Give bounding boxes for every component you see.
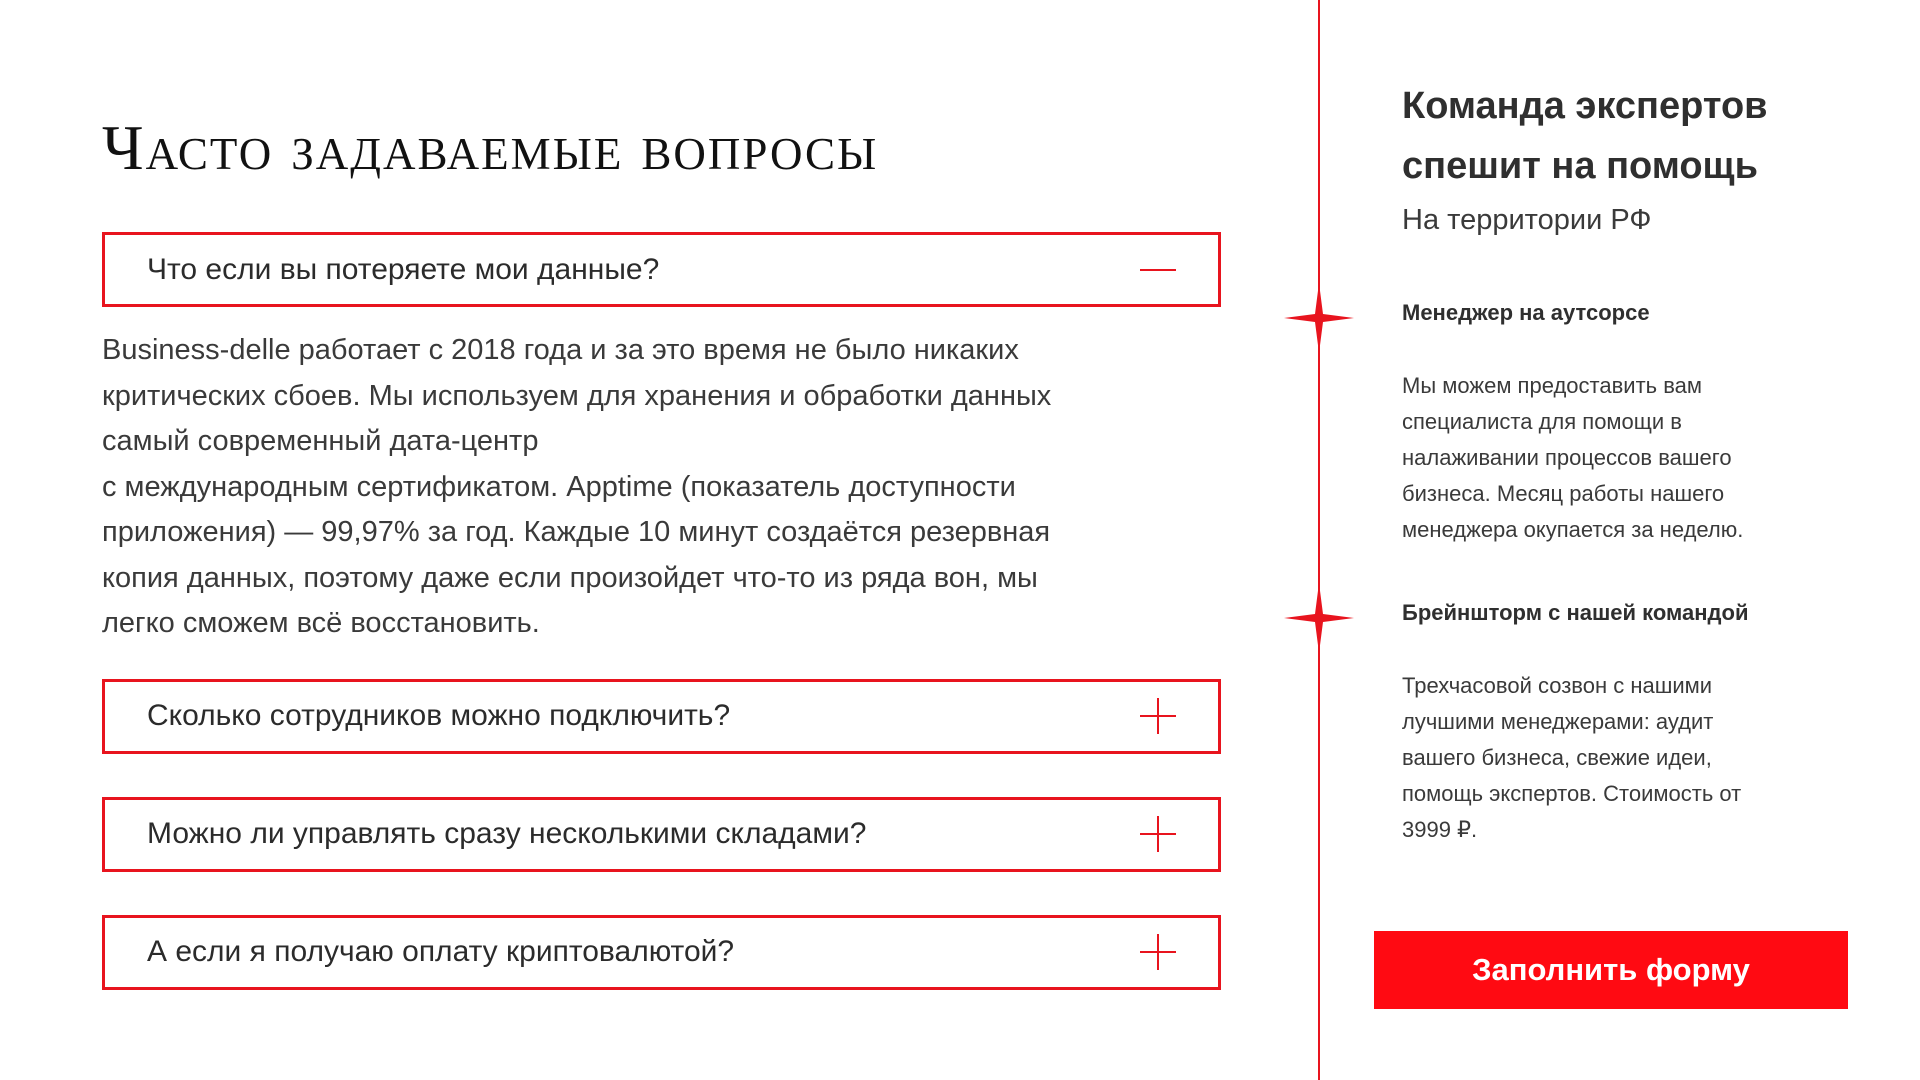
star-icon [1284, 583, 1354, 653]
service-text-line: бизнеса. Месяц работы нашего [1402, 481, 1725, 506]
answer-line: самый современный дата-центр [102, 425, 539, 457]
service-text-line: Мы можем предоставить вам [1402, 373, 1703, 398]
faq-answer [102, 307, 1221, 679]
service-text-line: Трехчасовой созвон с нашими [1402, 673, 1713, 698]
service-text-line: специалиста для помощи в [1402, 409, 1682, 434]
answer-line: копия данных, поэтому даже если произойдет что-то из ряда вон, мы [102, 561, 1038, 594]
faq-question: Что если вы потеряете мои данные? [147, 252, 660, 286]
faq-question: А если я получаю оплату криптовалютой? [147, 935, 735, 968]
faq-item-employees[interactable] [102, 679, 1221, 754]
vertical-divider [1318, 0, 1320, 1080]
service-title: Брейншторм с нашей командой [1402, 600, 1749, 625]
faq-item-data-loss[interactable] [102, 232, 1221, 307]
service-description [1402, 368, 1842, 548]
answer-line: критических сбоев. Мы используем для хранения и обработки данных [102, 379, 1052, 412]
answer-line: Business-delle работает с 2018 года и за это время не было никаких [102, 334, 1019, 366]
answer-line: с международным сертификатом. Apptime (показатель доступности [102, 470, 1016, 503]
service-text-line: налаживании процессов вашего [1402, 445, 1732, 470]
faq-item-crypto[interactable] [102, 915, 1221, 990]
plus-icon[interactable] [1138, 932, 1178, 972]
answer-line: легко сможем всё восстановить. [102, 607, 540, 639]
faq-question: Сколько сотрудников можно подключить? [147, 699, 731, 732]
fill-form-button[interactable]: Заполнить форму [1374, 931, 1848, 1009]
faq-item-warehouses[interactable] [102, 797, 1221, 872]
experts-title-line: Команда экспертов [1402, 85, 1768, 127]
faq-title: Часто задаваемые вопросы [102, 112, 879, 183]
minus-icon[interactable] [1138, 250, 1178, 290]
service-description [1402, 668, 1842, 848]
plus-icon[interactable] [1138, 814, 1178, 854]
service-text-line: лучшими менеджерами: аудит [1402, 709, 1714, 734]
faq-section [102, 96, 1222, 990]
plus-icon[interactable] [1138, 696, 1178, 736]
experts-subtitle: На территории РФ [1402, 204, 1652, 236]
experts-panel [1402, 76, 1842, 842]
experts-title [1402, 76, 1842, 196]
service-text-line: 3999 ₽. [1402, 817, 1478, 842]
service-text-line: менеджера окупается за неделю. [1402, 517, 1744, 542]
experts-title-line: спешит на помощь [1402, 145, 1758, 187]
service-text-line: помощь экспертов. Стоимость от [1402, 781, 1742, 806]
star-icon [1284, 283, 1354, 353]
service-text-line: вашего бизнеса, свежие идеи, [1402, 745, 1712, 770]
faq-question: Можно ли управлять сразу несколькими складами? [147, 817, 867, 850]
answer-line: приложения) — 99,97% за год. Каждые 10 минут создаётся резервная [102, 516, 1051, 548]
service-title: Менеджер на аутсорсе [1402, 300, 1650, 325]
